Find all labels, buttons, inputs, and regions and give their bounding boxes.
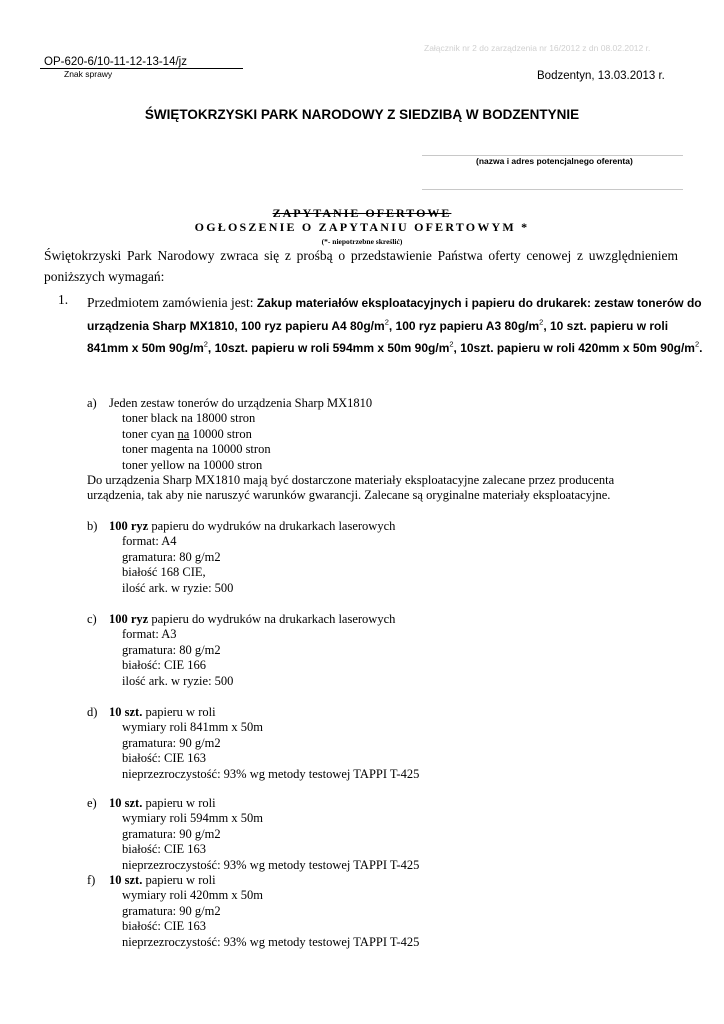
roll-whiteness: białość: CIE 163 (122, 842, 207, 857)
superscript: 2 (539, 317, 544, 326)
order-subject-part5: , 10szt. papieru w roli 420mm x 50m 90g/m (453, 341, 695, 355)
roll-heading (87, 796, 587, 811)
paper-sheets: ilość ark. w ryzie: 500 (122, 673, 234, 688)
case-caption: Znak sprawy (64, 69, 113, 79)
offerer-line-bottom (422, 189, 683, 190)
superscript: 2 (203, 339, 208, 349)
paper-whiteness: białość: CIE 166 (122, 658, 207, 673)
section-a-toners (87, 396, 717, 504)
roll-opacity: nieprzezroczystość: 93% wg metody testowej TAPPI T-425 (122, 766, 420, 781)
section-label: c) (87, 612, 97, 626)
section-d-roll-841 (87, 705, 587, 782)
roll-dimensions: wymiary roli 594mm x 50m (122, 811, 263, 826)
paper-format: format: A3 (122, 627, 177, 642)
roll-quantity: 10 szt. (109, 796, 143, 810)
order-subject-end: . (699, 341, 703, 355)
section-b-a4-paper (87, 519, 587, 596)
section-label: d) (87, 705, 98, 719)
roll-heading (87, 705, 587, 720)
roll-heading (87, 873, 587, 888)
roll-quantity: 10 szt. (109, 873, 143, 887)
paper-whiteness: białość 168 CIE, (122, 565, 206, 580)
toner-cyan-pages: 10000 stron (189, 426, 252, 441)
order-subject-part1: Zakup materiałów eksploatacyjnych i papieru do drukarek: zestaw tonerów do urządzenia Sharp MX1810, 100 ryz papieru A4 80g/m (87, 296, 702, 333)
superscript: 2 (694, 339, 700, 349)
toner-cyan (87, 427, 717, 442)
roll-opacity: nieprzezroczystość: 93% wg metody testowej TAPPI T-425 (122, 857, 420, 872)
superscript: 2 (384, 317, 389, 326)
section-label: a) (87, 396, 97, 410)
order-subject-part2: , 100 ryz papieru A3 80g/m (388, 318, 540, 333)
toner-yellow: toner yellow na 10000 stron (122, 457, 263, 472)
roll-whiteness: białość: CIE 163 (122, 919, 207, 934)
order-subject (87, 292, 707, 360)
roll-dimensions: wymiary roli 420mm x 50m (122, 888, 263, 903)
roll-whiteness: białość: CIE 163 (122, 751, 207, 766)
paper-quantity: 100 ryz (109, 519, 149, 533)
case-number: OP-620-6/10-11-12-13-14/jz (44, 56, 187, 68)
section-label: b) (87, 519, 98, 533)
paper-grammage: gramatura: 80 g/m2 (122, 549, 221, 564)
title-main: OGŁOSZENIE O ZAPYTANIU OFERTOWYM * (194, 220, 530, 234)
roll-dimensions: wymiary roli 841mm x 50m (122, 720, 263, 735)
toner-set-title: Jeden zestaw tonerów do urządzenia Sharp MX1810 (109, 396, 373, 410)
paper-quantity: 100 ryz (109, 612, 149, 626)
toner-note-line1: Do urządzenia Sharp MX1810 mają być dostarczone materiały eksploatacyjne zalecane przez producenta (87, 473, 615, 488)
title-note: (*- niepotrzebne skreślić) (321, 237, 403, 246)
roll-opacity: nieprzezroczystość: 93% wg metody testowej TAPPI T-425 (122, 934, 420, 949)
toner-black: toner black na 18000 stron (122, 411, 256, 426)
paper-heading (87, 519, 587, 534)
paper-description: papieru do wydruków na drukarkach laserowych (148, 612, 396, 626)
offerer-caption: (nazwa i adres potencjalnego oferenta) (476, 156, 633, 166)
toner-cyan-underlined: na (177, 426, 190, 441)
toner-cyan-text: toner cyan (122, 426, 178, 441)
title-struck: ZAPYTANIE OFERTOWE (272, 206, 452, 220)
section-e-roll-594 (87, 796, 587, 873)
order-subject-part4: , 10szt. papieru w roli 594mm x 50m 90g/m (207, 341, 450, 355)
roll-grammage: gramatura: 90 g/m2 (122, 735, 221, 750)
section-c-a3-paper (87, 612, 587, 689)
roll-quantity: 10 szt. (109, 705, 143, 719)
paper-grammage: gramatura: 80 g/m2 (122, 642, 221, 657)
institution-heading: ŚWIĘTOKRZYSKI PARK NARODOWY Z SIEDZIBĄ W BODZENTYNIE (144, 107, 580, 122)
paper-heading (87, 612, 587, 627)
section-label: e) (87, 796, 97, 810)
section-f-roll-420 (87, 873, 587, 950)
superscript: 2 (449, 339, 454, 349)
order-lead: Przedmiotem zamówienia jest: (87, 295, 257, 310)
section-label: f) (87, 873, 96, 887)
attachment-note: Załącznik nr 2 do zarządzenia nr 16/2012 z dn 08.02.2012 r. (424, 43, 651, 53)
intro-paragraph: Świętokrzyski Park Narodowy zwraca się z prośbą o przedstawienie Państwa oferty cenowej z uwzględnieniem poniższych wymagań: (44, 248, 678, 284)
paper-format: format: A4 (122, 534, 177, 549)
roll-description: papieru w roli (142, 705, 216, 719)
toner-magenta: toner magenta na 10000 stron (122, 442, 271, 457)
toner-note-line2: urządzenia, tak aby nie naruszyć warunków gwarancji. Zalecane są oryginalne materiały eksploatacyjne. (87, 488, 611, 503)
place-date: Bodzentyn, 13.03.2013 r. (537, 70, 665, 82)
roll-grammage: gramatura: 90 g/m2 (122, 826, 221, 841)
order-subject-part3: , 10 szt. papieru w roli 841mm x 50m 90g/m (87, 318, 669, 355)
roll-description: papieru w roli (142, 796, 216, 810)
roll-description: papieru w roli (142, 873, 216, 887)
paper-sheets: ilość ark. w ryzie: 500 (122, 580, 234, 595)
paper-description: papieru do wydruków na drukarkach laserowych (148, 519, 396, 533)
roll-grammage: gramatura: 90 g/m2 (122, 903, 221, 918)
item-number: 1. (58, 292, 69, 307)
